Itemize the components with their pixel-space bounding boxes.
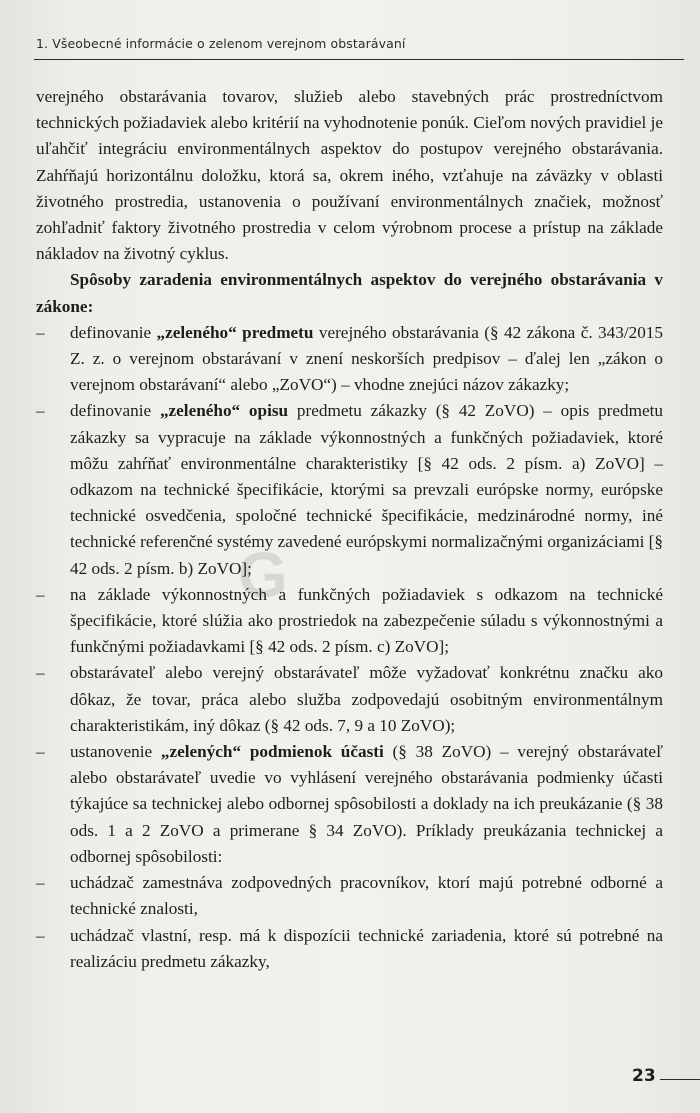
body-text — [36, 84, 663, 975]
list-item — [36, 870, 663, 922]
dash-bullet: – — [36, 925, 45, 945]
list-item-text: na základe výkonnostných a funkčných požiadaviek s odkazom na technické špecifikácie, ktoré slúžia ako prostriedok na zabezpečenie súladu s výkonnostnými a funkčnými požiadavkami [§ 42 ods. 2 písm. c) ZoVO]; — [70, 584, 663, 657]
list-item — [36, 320, 663, 399]
dash-bullet: – — [36, 322, 45, 342]
page-number: 23 — [632, 1066, 656, 1086]
dash-bullet: – — [36, 742, 45, 762]
dash-bullet: – — [36, 873, 45, 893]
list-item — [36, 923, 663, 975]
dash-bullet: – — [36, 584, 45, 604]
list-item-text-continued: (§ 38 ZoVO) – verejný obstarávateľ alebo obstarávateľ uvedie vo vyhlásení verejného obstarávania podmienky účasti týkajúce sa technickej alebo odbornej spôsobilosti a doklady na ich preukázanie (§ 38 ods. 1 a 2 ZoVO a primerane § 34 ZoVO). Príklady preukázania technickej a odbornej spôsobilosti: — [70, 742, 663, 866]
list-item-bold-term: „zeleného“ predmetu — [156, 322, 314, 342]
dash-bullet: – — [36, 663, 45, 683]
list-item-text: definovanie — [70, 401, 160, 421]
header-rule — [34, 59, 684, 60]
running-head: 1. Všeobecné informácie o zelenom verejnom obstarávaní — [36, 36, 406, 51]
list-item-bold-term: „zelených“ podmienok účasti — [160, 742, 384, 762]
bleed-through-watermark: G — [238, 539, 290, 611]
section-heading: Spôsoby zaradenia environmentálnych aspektov do verejného obstarávania v zákone: — [36, 270, 663, 316]
list-item-text: obstarávateľ alebo verejný obstarávateľ môže vyžadovať konkrétnu značku ako dôkaz, že tovar, práca alebo služba zodpovedajú osobitným environmentálnym charakteristikám, iný dôkaz (§ 42 ods. 7, 9 a 10 ZoVO); — [70, 663, 663, 735]
list-item-text-continued: verejného obstarávania (§ 42 zákona č. 343/2015 Z. z. o verejnom obstarávaní v znení neskorších predpisov – ďalej len „zákon o verejnom obstarávaní“ alebo „ZoVO“) – vhodne znejúci názov zákazky; — [70, 322, 663, 395]
list-item-text-continued: predmetu zákazky (§ 42 ZoVO) – opis predmetu zákazky sa vypracuje na základe výkonnostných a funkčných požiadaviek, ktoré môžu zahŕňať environmentálne charakteristiky [§ 42 ods. 2 písm. a) ZoVO] – odkazom na technické špecifikácie, ktorými sa prevzali európske normy, európske technické osvedčenia, spoločné technické špecifikácie, medzinárodné normy, iné technické referenčné systémy zavedené európskymi normalizačnými organizáciami [§ 42 ods. 2 písm. b) ZoVO]; — [70, 401, 663, 578]
list-item-text: uchádzač zamestnáva zodpovedných pracovníkov, ktorí majú potrebné odborné a technické znalosti, — [70, 873, 663, 919]
list-item — [36, 582, 663, 661]
dash-bullet: – — [36, 401, 45, 421]
list-item — [36, 739, 663, 870]
list-item-text: definovanie — [70, 322, 157, 342]
footer-rule — [660, 1079, 700, 1080]
list-item — [36, 398, 663, 581]
list-item-text: uchádzač vlastní, resp. má k dispozícii technické zariadenia, ktoré sú potrebné na realizáciu predmetu zákazky, — [70, 925, 663, 971]
list-item-text: ustanovenie — [70, 742, 161, 762]
intro-paragraph: verejného obstarávania tovarov, služieb alebo stavebných prác prostredníctvom technických požiadaviek alebo kritérií na vyhodnotenie ponúk. Cieľom nových pravidiel je uľahčiť integráciu environmentálnych aspektov do postupov verejného obstarávania. Zahŕňajú horizontálnu doložku, ktorá sa, okrem iného, vzťahuje na záväzky v oblasti životného prostredia, ustanovenia o používaní environmentálnych značiek, možnosť zohľadniť faktory životného prostredia v celom výrobnom procese a prístup na základe nákladov na životný cyklus. — [36, 87, 663, 264]
list-item-bold-term: „zeleného“ opisu — [159, 401, 289, 421]
list-item — [36, 660, 663, 739]
